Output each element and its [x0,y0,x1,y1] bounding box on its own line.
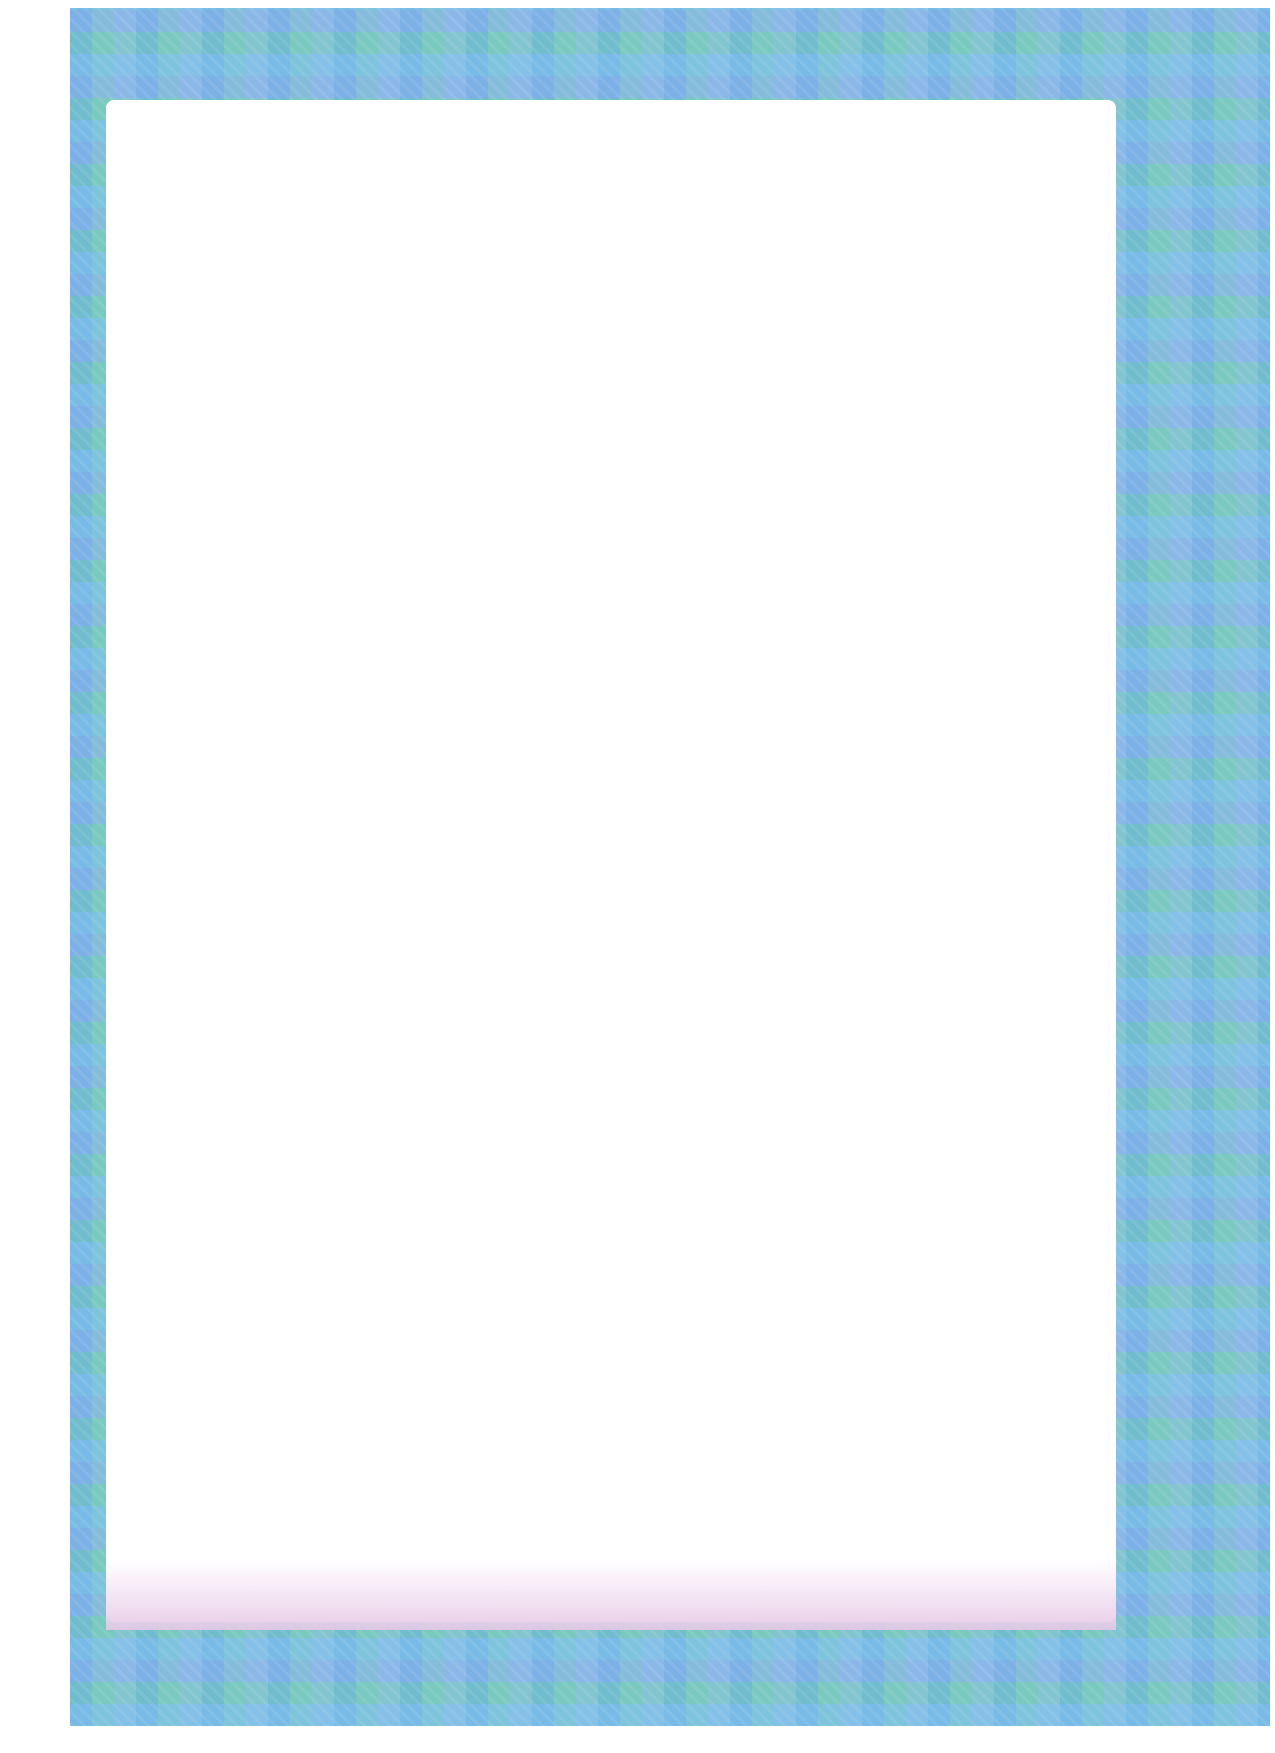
lace-border-bottom [102,1618,1242,1698]
lace-border-right [1186,118,1246,1618]
text-panel [106,100,1116,1622]
text-panel-fade [106,1560,1116,1630]
